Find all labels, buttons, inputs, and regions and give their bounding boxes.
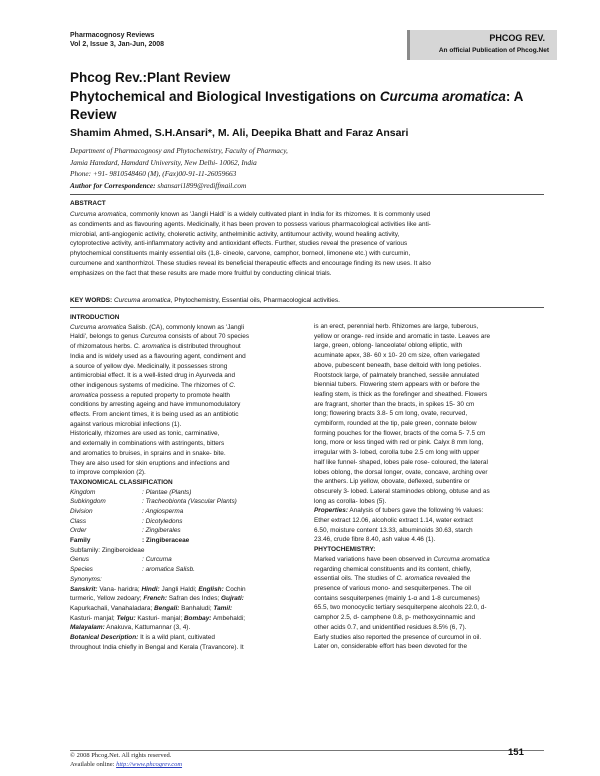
divider [70,194,544,195]
body-line: 23.46, crude fibre 8.40, ash value 4.46 (1). [314,536,436,544]
body-line: against various microbial infections (1). [70,420,182,428]
taxonomy-row: Species : aromatica Salisb. [70,566,195,574]
availability: Available online: http://www.phcogrev.com [70,761,183,768]
body-line: Rootstock large, of palmately branched, sessile annulated [314,371,479,379]
title-part-2: : A Review [70,89,523,122]
taxonomy-row: Subfamily: Zingiberoideae [70,546,145,554]
publisher-tagline: An official Publication of Phcog.Net [438,47,549,54]
body-line: and externally in combinations with astringents, bitters [70,440,225,448]
taxonomy-row: Order : Zingiberales [70,527,181,535]
correspondence-email[interactable]: shansari1899@rediffmail.com [157,180,247,190]
website-link[interactable]: http://www.phcogrev.com [116,761,183,768]
body-line: Early studies also reported the presence of curcumol in oil. [314,633,482,641]
body-line: are fragrant, shorter than the bracts, in spikes 15- 30 cm [314,400,475,408]
correspondence [70,180,550,192]
body-line: They are also used for skin eruptions and infections and [70,459,230,467]
abstract-heading: ABSTRACT [70,200,106,207]
body-line: Ether extract 12.06, alcoholic extract 1.14, water extract [314,517,473,525]
body-line: biennial tubers. Flowering stem appears with or before the [314,381,480,389]
taxonomy-row: Division : Angiosperma [70,508,184,516]
body-line: essential oils. The studies of C. aromatica revealed the [314,575,471,583]
body-line: Sanskrit: Vana- haridra; Hindi: Jangli Haldi; English: Cochin [70,585,246,593]
body-line: large, green, oblong- lanceolate/ oblong elliptic, with [314,342,463,350]
affiliation-line-1: Department of Pharmacognosy and Phytochemistry, Faculty of Pharmacy, [70,146,288,155]
body-line: other acids 0.7, and unidentified residues 8.5% (6, 7). [314,623,467,631]
body-line: aromatica possess a reputed property to promote health [70,391,230,399]
body-line: long as corolla- lobes (5). [314,497,387,505]
abstract-line: curcumene and xanthorrhizol. These studies reveal its beneficial therapeutic effects and encourage finding its new uses. It also [70,259,431,267]
right-column [314,322,544,652]
publisher-banner [407,30,557,60]
body-line: turmeric, Yellow zedoary; French: Safran des Indes; Gujrati: [70,595,244,603]
body-line: Later on, considerable effort has been devoted for the [314,643,468,651]
body-line: Historically, rhizomes are used as tonic, carminative, [70,430,220,438]
body-line: to improve complexion (2). [70,469,146,477]
taxonomy-heading: TAXONOMICAL CLASSIFICATION [70,478,173,486]
synonyms-heading: Synonyms: [70,575,102,583]
body-line: throughout India chiefly in Bengal and Kerala (Travancore). It [70,643,244,651]
taxonomy-row: Family : Zingiberaceae [70,537,190,545]
taxonomy-row: Class : Dicotyledons [70,517,183,525]
page-number: 151 [508,747,524,758]
body-line: camphor 2.5, d- camphene 0.8, p- methoxycinnamic and [314,614,476,622]
abstract-line: emphasizes on the fact that these results are made more fruitful by conducting clinical trials. [70,269,332,277]
body-line: long; flowering bracts 3.8- 5 cm long, ovate, recurved, [314,410,468,418]
body-line: a source of yellow dye. Medicinally, it possesses strong [70,362,228,370]
body-line: India and is widely used as a flavouring agent, condiment and [70,352,246,360]
journal-name: Pharmacognosy Reviews [70,32,155,39]
correspondence-label: Author for Correspondence: [70,180,156,190]
body-line: and aromatics to bruises, in sprains and in snake- bite. [70,449,226,457]
body-line: 65.5, two monocyclic tertiary sesquiterpene alcohols 22.0, d- [314,604,487,612]
body-line: is an erect, perennial herb. Rhizomes are large, tuberous, [314,323,479,330]
body-line: long, more or less tinged with red or pink. Calyx 8 mm long, [314,439,484,447]
divider [70,307,544,308]
body-line: presence of various mono- and sesquiterpenes. The oil [314,584,471,592]
title-species: Curcuma aromatica [379,89,506,104]
body-line: Malayalam: Anakuva, Kattumannar (3, 4). [70,624,191,632]
body-line: leafing stem, is thick as the forefinger and sheathed. Flowers [314,390,488,398]
abstract-line: cytoprotective activity, anti-inflammatory activity and antioxidant effects. Further, studies reveal the presence of various [70,240,408,248]
taxonomy-row: Genus : Curcuma [70,556,172,564]
body-line: other indigenous systems of medicine. The rhizomes of C. [70,381,236,389]
abstract-body [70,210,542,278]
body-line: Haldi', belongs to genus Curcuma consists of about 70 species [70,333,250,341]
affiliation-phone: Phone: +91- 9810548460 (M), (Fax)00-91-11-26059663 [70,169,237,178]
body-line: Properties: Analysis of tubers gave the following % values: [314,507,484,515]
body-line: acuminate apex, 38- 60 x 10- 20 cm size, often variegated [314,352,480,360]
body-line: Curcuma aromatica Salisb. (CA), commonly known as 'Jangli [70,323,245,331]
article-title [70,88,550,123]
body-line: irregular with 3- lobed, corolla tube 2.5 cm long with upper [314,449,480,457]
phytochemistry-heading: PHYTOCHEMISTRY: [314,546,376,554]
journal-issue: Vol 2, Issue 3, Jan-Jun, 2008 [70,41,165,48]
copyright: © 2008 Phcog.Net. All rights reserved. [70,752,172,759]
body-line: cymbiform, rounded at the tip, pale green, connate below [314,420,477,428]
body-line: effects. From ancient times, it is being used as an antibiotic [70,411,239,419]
body-line: of rhizomatous herbs. C. aromatica is distributed throughout [70,343,241,351]
body-line: obscurely 3- lobed. Lateral staminodes oblong, obtuse and as [314,487,490,495]
abstract-line: phytochemical constituents mainly essential oils (1,8- cineole, carvone, camphor, borneol, limonene etc.) with curcumin, [70,250,411,257]
body-line: Marked variations have been observed in Curcuma aromatica [314,555,490,563]
title-part-1: Phytochemical and Biological Investigations on [70,89,380,104]
body-line: Botanical Description: It is a wild plant, cultivated [70,634,215,642]
keywords: KEY WORDS: Curcuma aromatica, Phytochemistry, Essential oils, Pharmacological activities. [70,297,340,304]
intro-heading: INTRODUCTION [70,314,120,321]
taxonomy-row: Kingdom : Plantae (Plants) [70,488,192,496]
body-line: conditions by arresting ageing and have immunomodulatory [70,401,241,409]
body-line: the anthers. Lip yellow, obovate, deflexed, subentire or [314,478,470,486]
author-list: Shamim Ahmed, S.H.Ansari*, M. Ali, Deepika Bhatt and Faraz Ansari [70,127,409,139]
body-line: regarding chemical constituents and its content, chiefly, [314,565,472,573]
body-line: Kapurkachali, Vanahaladara; Bengali: Banhaludi; Tamil: [70,604,233,612]
abstract-line: as condiments and as flavouring agents. Medicinally, it has been proven to possess various pharmacological activities like anti- [70,220,431,228]
abstract-line: microbial, anti-angiogenic activity, choleretic activity, anthelminitic activity, antitumour activity, wound healing activity, [70,230,400,238]
footer-divider [70,750,544,751]
body-line: antimicrobial effect. It is a well-listed drug in Ayurveda and [70,372,236,380]
affiliation-line-2: Jamia Hamdard, Hamdard University, New Delhi- 10062, India [70,157,257,167]
body-line: forming pouches for the flower, bracts of the coma 5- 7.5 cm [314,429,486,437]
section-label: Phcog Rev.:Plant Review [70,70,231,85]
body-line: contains sesquiterpenes (mainly 1-α and 1-8 curcumenes) [314,594,480,602]
body-line: Kasturi- manjal; Telgu: Kasturi- manjal; Bombay: Ambehaldi; [70,614,246,622]
body-line: yellow or orange- red inside and aromatic in taste. Leaves are [314,332,491,340]
publisher-name: PHCOG REV. [489,33,545,43]
taxonomy-row: Subkingdom : Tracheobionta (Vascular Plants) [70,498,237,506]
body-line: half like funnel- shaped, lobes pale rose- coloured, the lateral [314,458,488,466]
body-line: above, pubescent beneath, base deltoid with long petioles. [314,361,482,369]
left-column [70,313,302,652]
abstract-line: Curcuma aromatica, commonly known as 'Jangli Haldi' is a widely cultivated plant in India for its rhizomes. It is commonly used [70,211,431,218]
body-line: lobes oblong, the dorsal longer, ovate, concave, arching over [314,468,488,476]
body-line: 6.50, moisture content 13.33, albuminoids 30.63, starch [314,526,473,534]
